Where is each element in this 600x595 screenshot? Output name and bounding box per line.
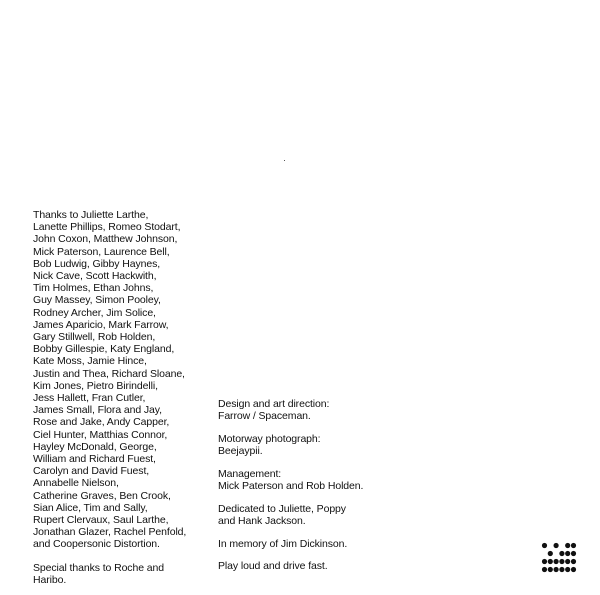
credits-column xyxy=(218,398,398,583)
thanks-line: Lanette Phillips, Romeo Stodart, xyxy=(33,221,181,234)
thanks-line: Ciel Hunter, Matthias Connor, xyxy=(33,428,168,441)
thanks-line: Annabelle Nielson, xyxy=(33,477,119,490)
logo-dot xyxy=(548,551,553,556)
logo-dot xyxy=(554,543,559,548)
thanks-line: Rupert Clervaux, Saul Larthe, xyxy=(33,514,169,527)
photograph-credit xyxy=(218,433,398,457)
thanks-line: Kim Jones, Pietro Birindelli, xyxy=(33,379,158,392)
thanks-line: Rodney Archer, Jim Solice, xyxy=(33,306,156,319)
dot-grid-logo-icon xyxy=(541,541,577,577)
thanks-line: Bob Ludwig, Gibby Haynes, xyxy=(33,257,161,270)
logo-dot xyxy=(571,567,576,572)
thanks-line: James Aparicio, Mark Farrow, xyxy=(33,318,169,331)
logo-dot xyxy=(559,551,564,556)
logo-dot xyxy=(565,543,570,548)
thanks-line: Jonathan Glazer, Rachel Penfold, xyxy=(33,526,187,539)
logo-dot xyxy=(565,551,570,556)
dedication-line: and Hank Jackson. xyxy=(218,514,306,527)
thanks-line: and Coopersonic Distortion. xyxy=(33,538,160,551)
thanks-line: Nick Cave, Scott Hackwith, xyxy=(33,270,157,283)
management-credit xyxy=(218,468,398,492)
memorial xyxy=(218,538,398,550)
special-thanks-line: Special thanks to Roche and xyxy=(33,561,164,574)
thanks-line: Mick Paterson, Laurence Bell, xyxy=(33,245,170,258)
credit-heading: Motorway photograph: xyxy=(218,432,321,445)
special-thanks xyxy=(33,562,223,586)
thanks-line: Bobby Gillespie, Katy England, xyxy=(33,343,175,356)
logo-dot xyxy=(571,551,576,556)
thanks-line: John Coxon, Matthew Johnson, xyxy=(33,233,178,246)
sign-off xyxy=(218,560,398,572)
logo-dot xyxy=(554,559,559,564)
logo-dot xyxy=(542,567,547,572)
thanks-line: Gary Stillwell, Rob Holden, xyxy=(33,331,156,344)
logo-dot xyxy=(554,567,559,572)
logo-dot xyxy=(542,559,547,564)
thanks-line: Kate Moss, Jamie Hince, xyxy=(33,355,147,368)
dedication-line: Dedicated to Juliette, Poppy xyxy=(218,502,346,515)
logo-dot xyxy=(565,559,570,564)
thanks-list xyxy=(33,209,223,551)
logo-dot xyxy=(565,567,570,572)
thanks-line: Catherine Graves, Ben Crook, xyxy=(33,489,171,502)
thanks-line: Guy Massey, Simon Pooley, xyxy=(33,294,161,307)
thanks-line: Tim Holmes, Ethan Johns, xyxy=(33,282,154,295)
thanks-line: William and Richard Fuest, xyxy=(33,453,156,466)
dedication xyxy=(218,503,398,527)
logo-dot xyxy=(548,559,553,564)
thanks-line: Justin and Thea, Richard Sloane, xyxy=(33,367,185,380)
thanks-line: Rose and Jake, Andy Capper, xyxy=(33,416,170,429)
thanks-column xyxy=(33,209,223,586)
logo-dot xyxy=(571,543,576,548)
logo-dot xyxy=(571,559,576,564)
thanks-line: Sian Alice, Tim and Sally, xyxy=(33,501,148,514)
credit-heading: Management: xyxy=(218,467,282,480)
credit-value: Beejaypii. xyxy=(218,445,263,458)
logo-dot xyxy=(542,543,547,548)
credit-value: Farrow / Spaceman. xyxy=(218,410,311,423)
thanks-line: Thanks to Juliette Larthe, xyxy=(33,209,149,221)
design-credit xyxy=(218,398,398,422)
credit-value: Mick Paterson and Rob Holden. xyxy=(218,480,364,493)
credit-heading: Design and art direction: xyxy=(218,398,330,410)
logo-dot xyxy=(548,567,553,572)
speck xyxy=(284,160,285,161)
special-thanks-line: Haribo. xyxy=(33,573,67,586)
thanks-line: Jess Hallett, Fran Cutler, xyxy=(33,392,146,405)
thanks-line: Hayley McDonald, George, xyxy=(33,440,157,453)
thanks-line: Carolyn and David Fuest, xyxy=(33,465,150,478)
sign-off-line: Play loud and drive fast. xyxy=(218,560,328,573)
thanks-line: James Small, Flora and Jay, xyxy=(33,404,162,417)
memorial-line: In memory of Jim Dickinson. xyxy=(218,537,348,550)
logo-dot xyxy=(559,567,564,572)
dot-grid-logo-svg xyxy=(541,541,577,577)
logo-dot xyxy=(559,559,564,564)
